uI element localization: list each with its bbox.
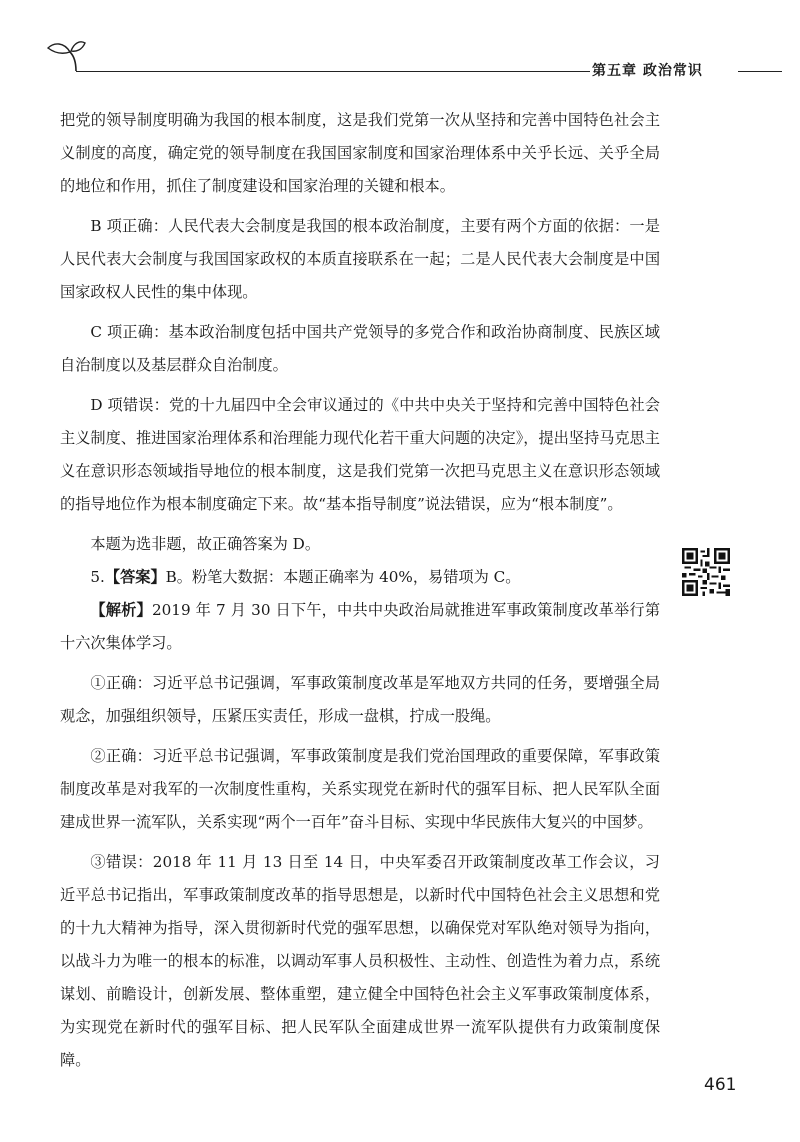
analysis-point: ①正确：习近平总书记强调，军事政策制度改革是军地双方共同的任务，要增强全局观念，加强组织领导，压紧压实责任，形成一盘棋，拧成一股绳。 (60, 674, 660, 725)
analysis-text: 2019 年 7 月 30 日下午，中共中央政治局就推进军事政策制度改革举行第十六次集体学习。 (60, 601, 661, 652)
header-rule (76, 71, 590, 72)
analysis-point: ②正确：习近平总书记强调，军事政策制度是我们党治国理政的重要保障，军事政策制度改革是对我军的一次制度性重构，关系实现党在新时代的强军目标、把人民军队全面建成世界一流军队，关系实现“两个一百年”奋斗目标、实现中华民族伟大复兴的中国梦。 (60, 747, 660, 831)
header-rule-tail (738, 71, 782, 72)
answer-text: B。粉笔大数据：本题正确率为 40%，易错项为 C。 (165, 568, 521, 586)
paragraph: C 项正确：基本政治制度包括中国共产党领导的多党合作和政治协商制度、民族区域自治制度以及基层群众自治制度。 (60, 323, 660, 374)
answer-line (60, 561, 660, 594)
sprout-icon (46, 38, 86, 72)
answer-label: 【答案】 (104, 568, 166, 586)
chapter-title: 第五章 政治常识 (592, 63, 703, 79)
analysis-label: 【解析】 (90, 601, 152, 619)
paragraph: B 项正确：人民代表大会制度是我国的根本政治制度，主要有两个方面的依据：一是人民代表大会制度与我国国家政权的本质直接联系在一起；二是人民代表大会制度是中国国家政权人民性的集中体现。 (60, 217, 660, 301)
analysis-line (60, 594, 660, 660)
paragraph: D 项错误：党的十九届四中全会审议通过的《中共中央关于坚持和完善中国特色社会主义制度、推进国家治理体系和治理能力现代化若干重大问题的决定》，提出坚持马克思主义在意识形态领域指导地位的根本制度，这是我们党第一次把马克思主义在意识形态领域的指导地位作为根本制度确定下来。故“基本指导制度”说法错误，应为“根本制度”。 (60, 396, 660, 513)
paragraph: 把党的领导制度明确为我国的根本制度，这是我们党第一次从坚持和完善中国特色社会主义制度的高度，确定党的领导制度在我国国家制度和国家治理体系中关乎长远、关乎全局的地位和作用，抓住了制度建设和国家治理的关键和根本。 (60, 111, 660, 195)
page-number: 461 (704, 1075, 737, 1095)
qr-code-icon[interactable] (682, 548, 730, 596)
paragraph: 本题为选非题，故正确答案为 D。 (90, 535, 321, 553)
question-number: 5. (90, 568, 105, 586)
page-header (0, 0, 800, 90)
page-body (60, 104, 660, 1084)
analysis-point: ③错误：2018 年 11 月 13 日至 14 日，中央军委召开政策制度改革工作会议，习近平总书记指出，军事政策制度改革的指导思想是，以新时代中国特色社会主义思想和党的十九大精神为指导，深入贯彻新时代党的强军思想，以确保党对军队绝对领导为指向，以战斗力为唯一的根本的标准，以调动军事人员积极性、主动性、创造性为着力点，系统谋划、前瞻设计，创新发展、整体重塑，建立健全中国特色社会主义军事政策制度体系，为实现党在新时代的强军目标、把人民军队全面建成世界一流军队提供有力政策制度保障。 (60, 853, 660, 1069)
